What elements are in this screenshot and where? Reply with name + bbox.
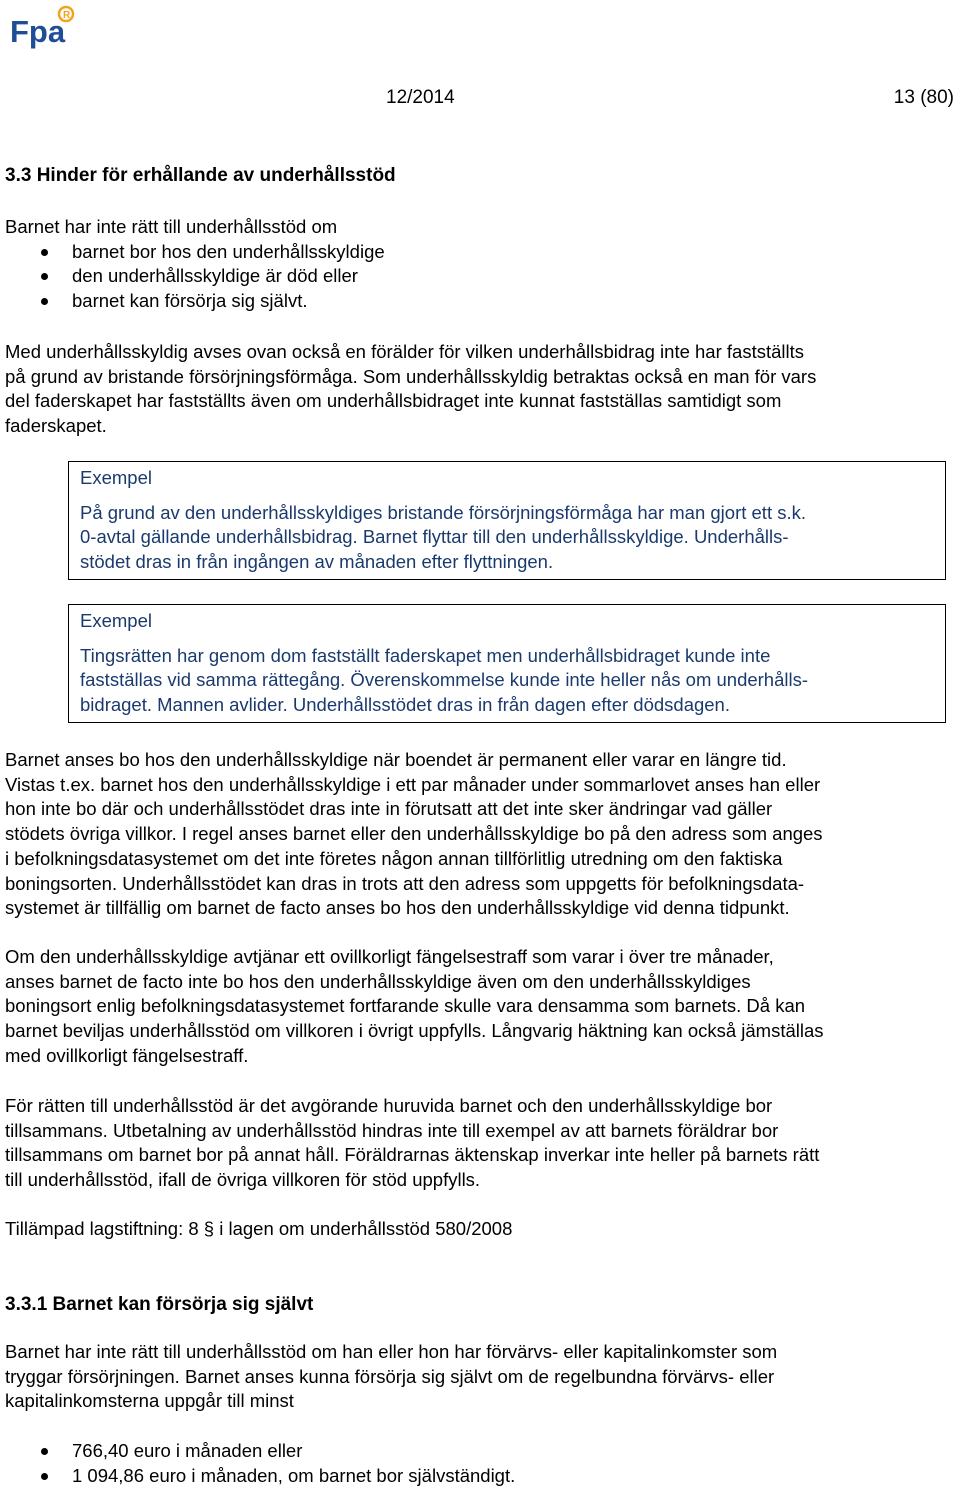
fpa-logo-text: Fpa — [10, 14, 66, 49]
text-line: tillsammans. Utbetalning av underhållsstöd hindras inte till exempel av att barnets föräldrar bor — [5, 1119, 779, 1141]
text-line: del faderskapet har fastställts även om underhållsbidraget inte kunnat fastställas samtidigt som — [5, 390, 782, 412]
fpa-logo — [8, 4, 78, 50]
example-body — [80, 644, 935, 718]
list-item: 766,40 euro i månaden eller — [5, 1439, 955, 1464]
example-title: Exempel — [80, 467, 152, 488]
hindrance-list — [5, 240, 955, 314]
page-number: 13 (80) — [893, 87, 954, 108]
text-line: Vistas t.ex. barnet hos den underhållsskyldige i ett par månader under sommarlovet anses han eller — [5, 773, 821, 795]
text-line: med ovillkorligt fängelsestraff. — [5, 1044, 249, 1066]
list-item: 1 094,86 euro i månaden, om barnet bor självständigt. — [5, 1464, 955, 1489]
text-line: på grund av bristande försörjningsförmåga. Som underhållsskyldig betraktas också en man för vars — [5, 365, 817, 387]
fpa-logo-graphic — [8, 4, 78, 50]
paragraph-definition — [5, 340, 955, 439]
text-line: boningsorten. Underhållsstödet kan dras in trots att den adress som uppgetts för befolkningsdata- — [5, 872, 805, 894]
text-line: faderskapet. — [5, 415, 107, 437]
text-line: bidraget. Mannen avlider. Underhållsstödet dras in från dagen efter dödsdagen. — [80, 694, 730, 716]
text-line: boningsort enlig befolkningsdatasystemet fortfarande skulle vara densamma som barnets. Då kan — [5, 995, 806, 1017]
list-item: barnet kan försörja sig självt. — [5, 289, 955, 314]
text-line: 0-avtal gällande underhållsbidrag. Barnet flyttar till den underhållsskyldige. Underhålls- — [80, 526, 789, 548]
text-line: kapitalinkomsterna uppgår till minst — [5, 1390, 294, 1412]
text-line: För rätten till underhållsstöd är det avgörande huruvida barnet och den underhållsskyldige bor — [5, 1095, 773, 1116]
income-list — [5, 1439, 955, 1488]
text-line: Om den underhållsskyldige avtjänar ett ovillkorligt fängelsestraff som varar i över tre månader, — [5, 946, 774, 967]
text-line: hon inte bo där och underhållsstödet dras inte in förutsatt att det inte sker ändringar vad gäller — [5, 798, 773, 820]
text-line: Barnet anses bo hos den underhållsskyldige när boendet är permanent eller varar en längre tid. — [5, 749, 787, 770]
text-line: stödet dras in från ingången av månaden efter flyttningen. — [80, 551, 554, 573]
paragraph-cohabitation — [5, 1094, 955, 1193]
document-date: 12/2014 — [386, 87, 455, 108]
paragraph-self-support — [5, 1340, 955, 1414]
subsection-heading: 3.3.1 Barnet kan försörja sig självt — [5, 1294, 314, 1315]
text-line: till underhållsstöd, ifall de övriga villkoren för stöd uppfylls. — [5, 1169, 481, 1191]
paragraph-residence — [5, 748, 955, 921]
example-box — [68, 461, 946, 580]
intro-text: Barnet har inte rätt till underhållsstöd om — [5, 216, 338, 237]
paragraph-prison — [5, 945, 955, 1069]
text-line: Barnet har inte rätt till underhållsstöd om han eller hon har förvärvs- eller kapitalinkomster som — [5, 1341, 778, 1362]
text-line: tillsammans om barnet bor på annat håll. Föräldrarnas äktenskap inverkar inte heller på barnets rätt — [5, 1144, 820, 1166]
text-line: Tingsrätten har genom dom fastställt faderskapet men underhållsbidraget kunde inte — [80, 644, 771, 666]
example-body — [80, 501, 935, 575]
text-line: systemet är tillfällig om barnet de facto anses bo hos den underhållsskyldige vid denna tidpunkt. — [5, 897, 790, 919]
text-line: tryggar försörjningen. Barnet anses kunna försörja sig självt om de regelbundna förvärvs- eller — [5, 1365, 775, 1387]
text-line: barnet beviljas underhållsstöd om villkoren i övrigt uppfylls. Långvarig häktning kan också jämställas — [5, 1020, 824, 1042]
svg-text:R: R — [63, 10, 71, 21]
section-heading: 3.3 Hinder för erhållande av underhållsstöd — [5, 165, 396, 186]
law-reference: Tillämpad lagstiftning: 8 § i lagen om underhållsstöd 580/2008 — [5, 1218, 513, 1239]
example-title: Exempel — [80, 610, 152, 631]
income-limits — [5, 1439, 955, 1488]
text-line: stödets övriga villkor. I regel anses barnet eller den underhållsskyldige bo på den adress som anges — [5, 823, 823, 845]
text-line: På grund av den underhållsskyldiges bristande försörjningsförmåga har man gjort ett s.k. — [80, 501, 806, 523]
list-item: den underhållsskyldige är död eller — [5, 264, 955, 289]
text-line: i befolkningsdatasystemet om det inte företes någon annan tillförlitlig utredning om den faktiska — [5, 847, 783, 869]
text-line: fastställas vid samma rättegång. Överenskommelse kunde inte heller nås om underhålls- — [80, 669, 809, 691]
example-box — [68, 604, 946, 723]
intro-paragraph — [5, 215, 955, 314]
text-line: anses barnet de facto inte bo hos den underhållsskyldige även om den underhållsskyldiges — [5, 970, 751, 992]
list-item: barnet bor hos den underhållsskyldige — [5, 240, 955, 265]
text-line: Med underhållsskyldig avses ovan också en förälder för vilken underhållsbidrag inte har fastställts — [5, 341, 805, 362]
